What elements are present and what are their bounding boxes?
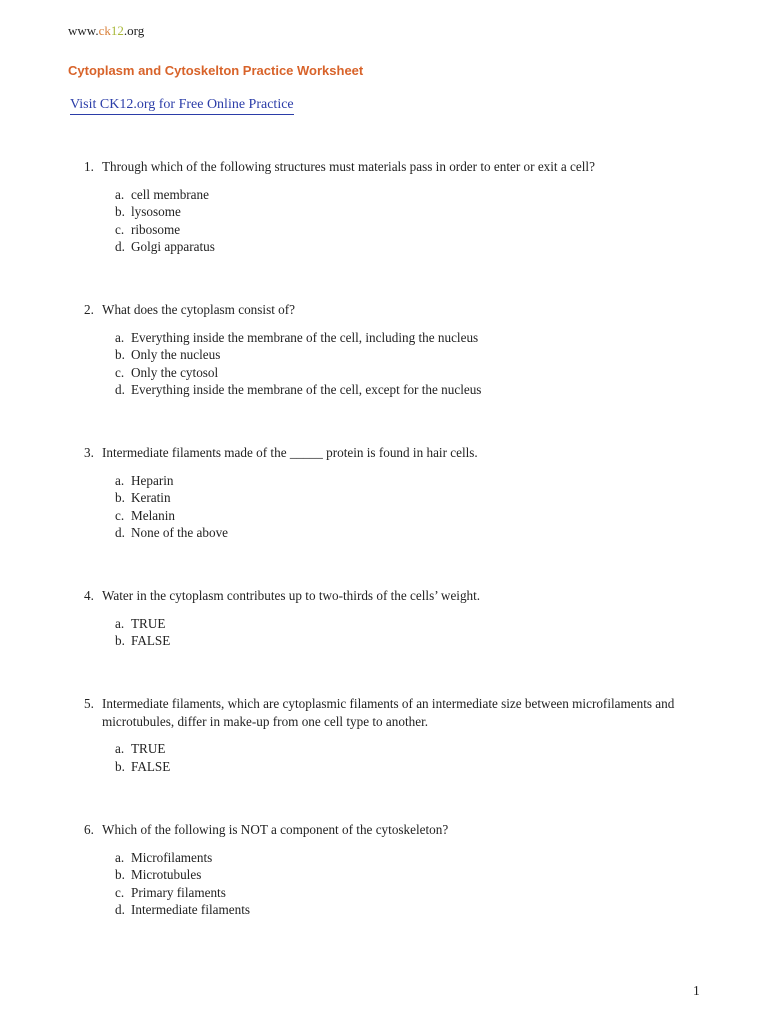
- option-text: Only the nucleus: [131, 347, 221, 362]
- page-number: 1: [693, 983, 700, 998]
- answer-options: [115, 740, 716, 775]
- question-number: 6.: [84, 822, 94, 837]
- answer-options: [115, 329, 716, 399]
- option-text: Only the cytosol: [131, 364, 219, 380]
- free-practice-link[interactable]: Visit CK12.org for Free Online Practice: [70, 96, 294, 115]
- question-number: 5.: [84, 696, 94, 711]
- question-6: [84, 821, 716, 919]
- question-text: Through which of the following structures must materials pass in order to enter or exit a cell?: [102, 159, 595, 174]
- answer-option: [115, 740, 716, 758]
- option-letter: b.: [115, 347, 125, 362]
- site-url-ck: ck: [98, 23, 111, 38]
- option-text: TRUE: [131, 615, 166, 631]
- question-number: 4.: [84, 588, 94, 603]
- option-letter: a.: [115, 849, 125, 865]
- answer-option: [115, 364, 716, 382]
- option-text: Melanin: [131, 507, 175, 523]
- question-stem: [84, 301, 716, 319]
- question-text: Intermediate filaments, which are cytoplasmic filaments of an intermediate size between microfilaments and microtubules, differ in make-up from one cell type to another.: [102, 696, 675, 729]
- option-text: ribosome: [131, 221, 181, 237]
- question-1: [84, 158, 716, 256]
- answer-option: [115, 381, 716, 399]
- question-stem: [84, 444, 716, 462]
- option-letter: a.: [115, 615, 125, 631]
- question-4: [84, 587, 716, 650]
- answer-option: [115, 203, 716, 221]
- question-number: 3.: [84, 445, 94, 460]
- option-text: None of the above: [131, 525, 229, 540]
- option-text: TRUE: [131, 741, 166, 756]
- option-text: Everything inside the membrane of the cell, including the nucleus: [131, 329, 479, 345]
- option-text: FALSE: [131, 758, 171, 774]
- question-text: What does the cytoplasm consist of?: [102, 302, 296, 317]
- question-number: 2.: [84, 302, 94, 317]
- question-text: Intermediate filaments made of the _____ protein is found in hair cells.: [102, 445, 478, 460]
- answer-option: [115, 507, 716, 525]
- option-letter: b.: [115, 204, 125, 219]
- site-url-12: 12: [110, 23, 124, 38]
- answer-option: [115, 329, 716, 347]
- option-letter: a.: [115, 329, 125, 345]
- answer-option: [115, 472, 716, 490]
- answer-option: [115, 489, 716, 507]
- option-letter: a.: [115, 741, 125, 756]
- question-number: 1.: [84, 159, 94, 174]
- answer-option: [115, 632, 716, 650]
- option-text: cell membrane: [131, 186, 209, 202]
- answer-options: [115, 186, 716, 256]
- option-letter: d.: [115, 525, 125, 540]
- option-text: Everything inside the membrane of the cell, except for the nucleus: [131, 382, 482, 397]
- option-letter: c.: [115, 364, 125, 380]
- question-stem: [84, 821, 716, 839]
- worksheet-title: Cytoplasm and Cytoskelton Practice Worksheet: [68, 63, 364, 78]
- answer-option: [115, 866, 716, 884]
- option-text: Golgi apparatus: [131, 239, 215, 254]
- answer-option: [115, 524, 716, 542]
- option-letter: b.: [115, 633, 125, 648]
- option-text: Heparin: [131, 472, 174, 488]
- option-letter: d.: [115, 382, 125, 397]
- question-3: [84, 444, 716, 542]
- answer-option: [115, 901, 716, 919]
- option-text: FALSE: [131, 633, 171, 648]
- question-text: Water in the cytoplasm contributes up to two-thirds of the cells’ weight.: [102, 588, 481, 603]
- option-letter: c.: [115, 507, 125, 523]
- question-stem: [84, 158, 716, 176]
- option-letter: c.: [115, 221, 125, 237]
- answer-option: [115, 615, 716, 633]
- question-stem: [84, 587, 716, 605]
- option-text: Keratin: [131, 490, 171, 505]
- site-url-suffix: .org: [123, 23, 145, 38]
- question-2: [84, 301, 716, 399]
- answer-option: [115, 186, 716, 204]
- answer-options: [115, 472, 716, 542]
- answer-option: [115, 758, 716, 776]
- question-5: [84, 695, 716, 775]
- option-letter: d.: [115, 902, 125, 917]
- question-stem: [84, 695, 716, 730]
- option-text: Primary filaments: [131, 884, 226, 900]
- option-letter: b.: [115, 490, 125, 505]
- option-letter: a.: [115, 186, 125, 202]
- answer-option: [115, 849, 716, 867]
- answer-option: [115, 238, 716, 256]
- site-url: [68, 23, 144, 39]
- option-text: Microtubules: [131, 867, 202, 882]
- answer-option: [115, 346, 716, 364]
- question-text: Which of the following is NOT a component of the cytoskeleton?: [102, 822, 449, 837]
- option-letter: d.: [115, 239, 125, 254]
- answer-option: [115, 884, 716, 902]
- answer-option: [115, 221, 716, 239]
- answer-options: [115, 615, 716, 650]
- answer-options: [115, 849, 716, 919]
- option-text: Microfilaments: [131, 849, 213, 865]
- option-letter: a.: [115, 472, 125, 488]
- option-letter: c.: [115, 884, 125, 900]
- option-letter: b.: [115, 867, 125, 882]
- option-text: lysosome: [131, 204, 181, 219]
- option-letter: b.: [115, 758, 125, 774]
- option-text: Intermediate filaments: [131, 902, 251, 917]
- site-url-prefix: www.: [68, 23, 99, 38]
